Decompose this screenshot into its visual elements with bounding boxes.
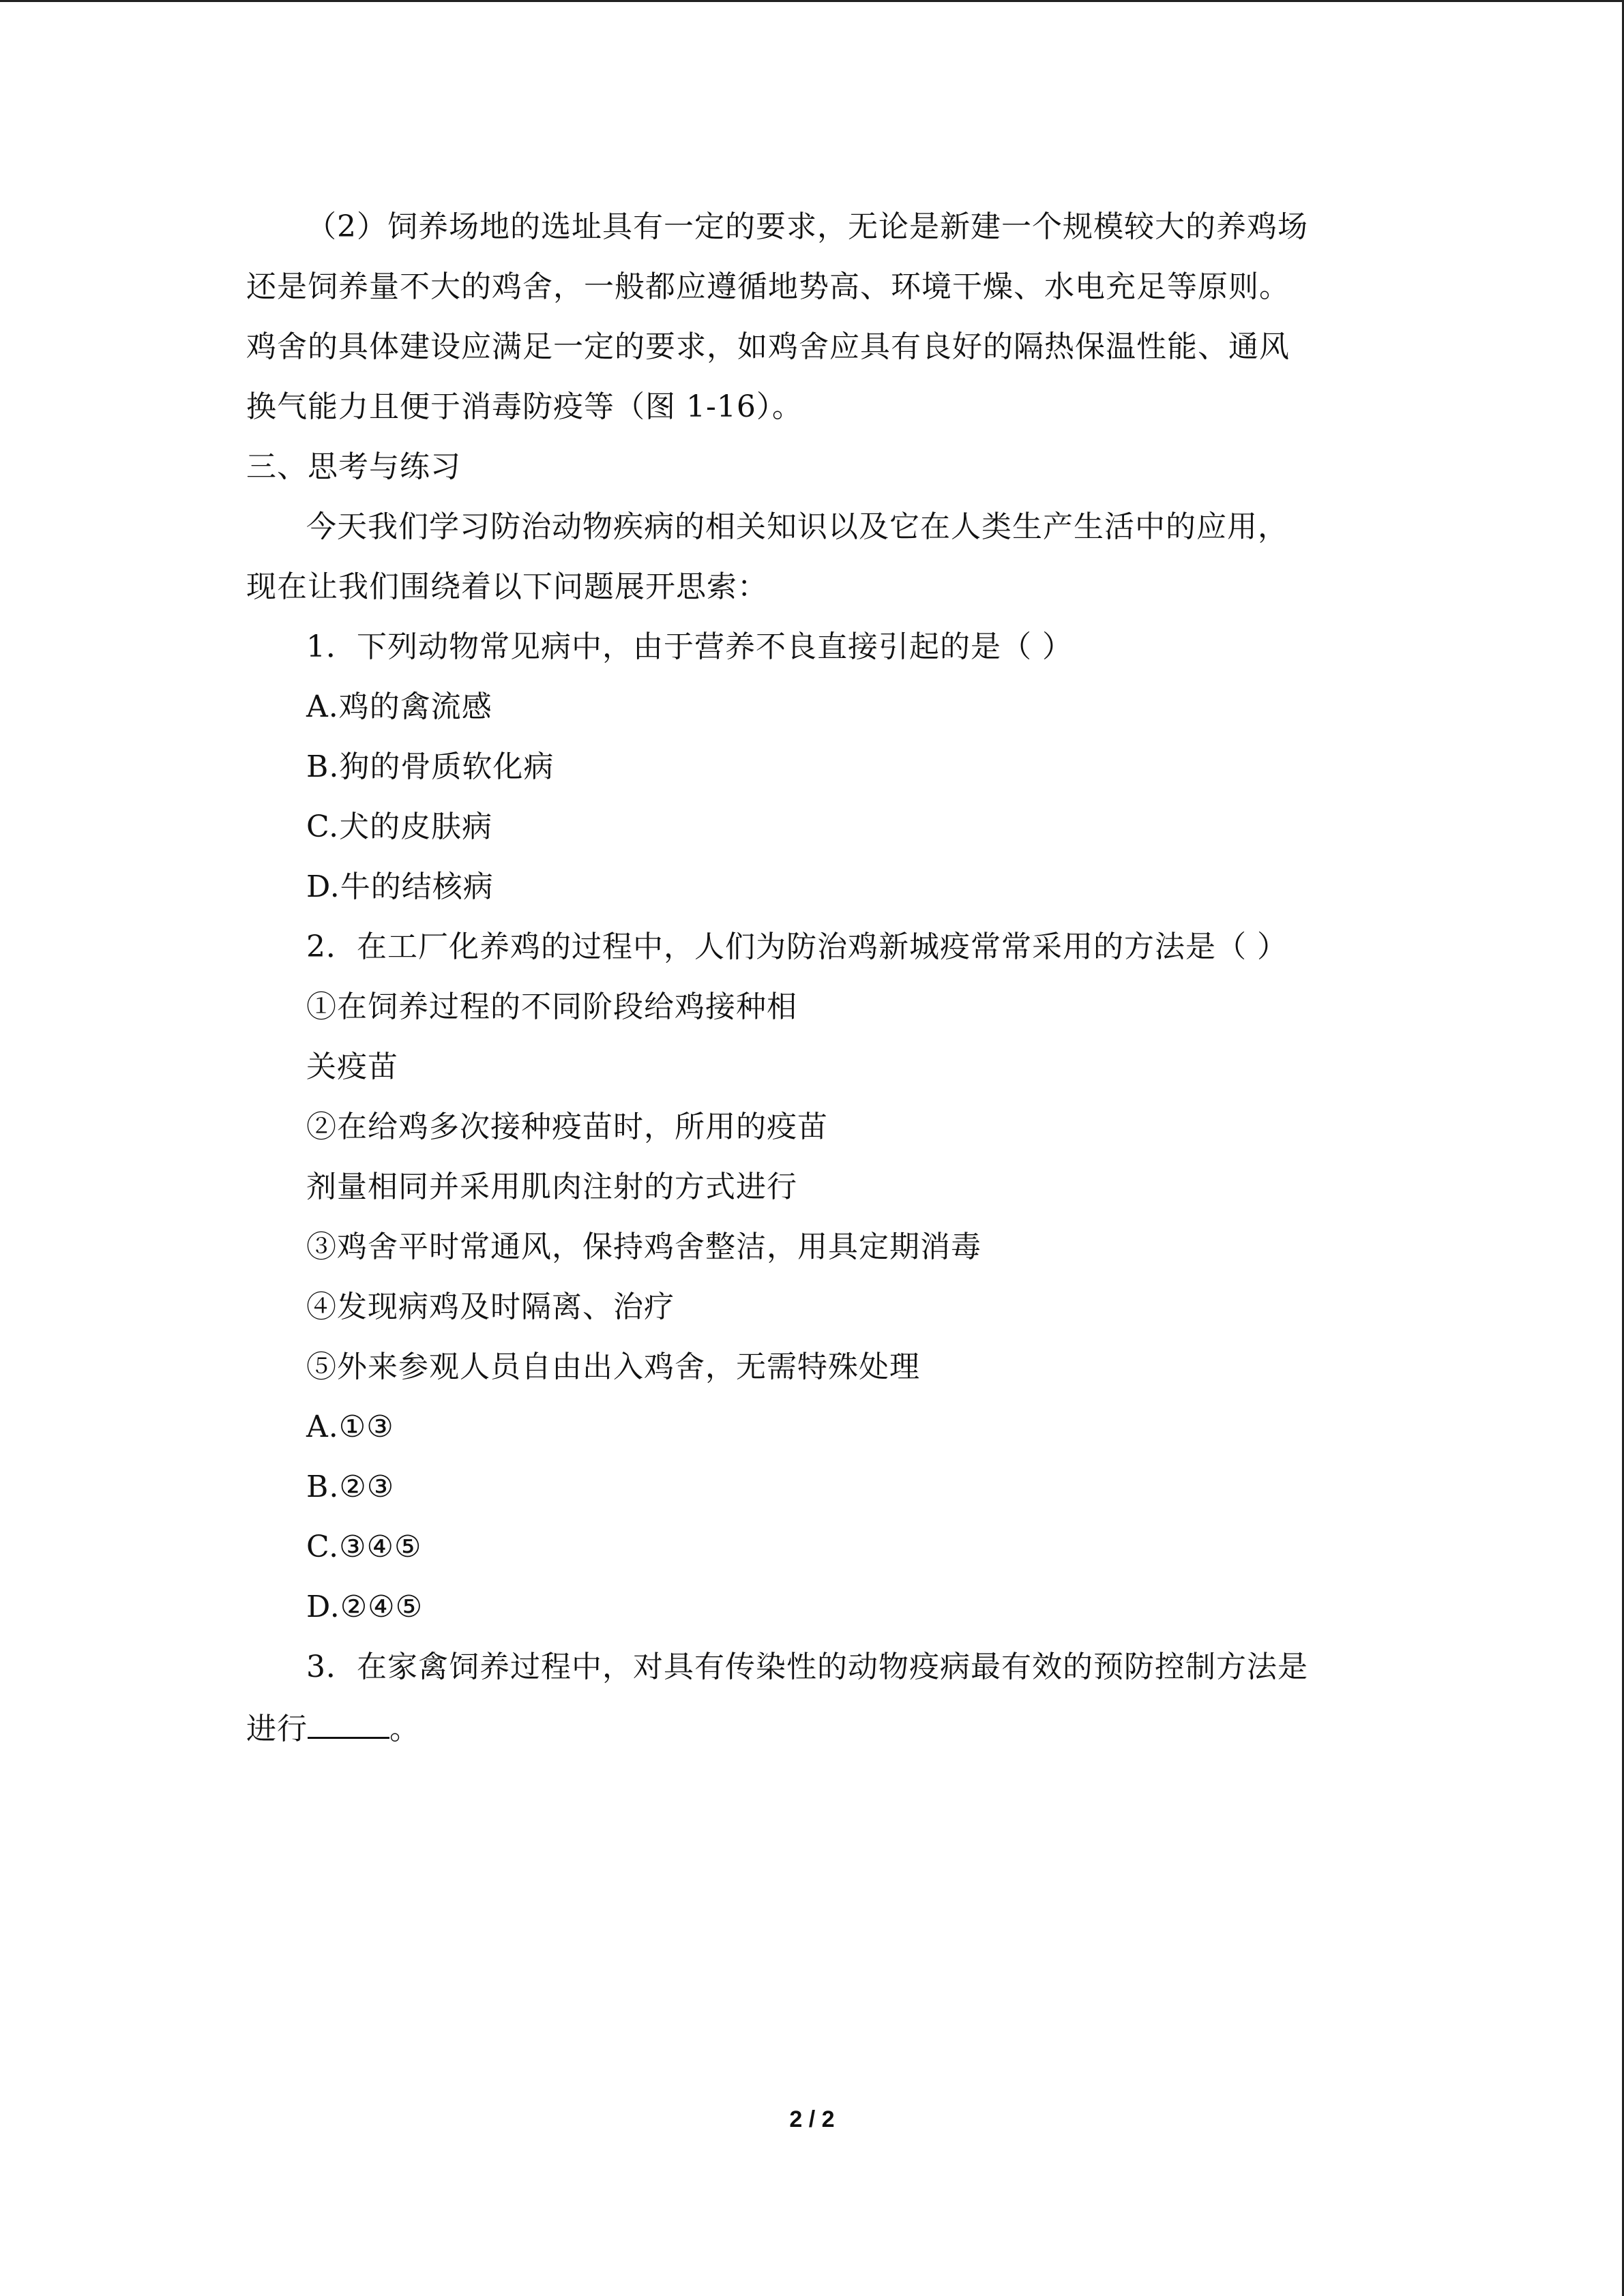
- question-2-statement: ③鸡舍平时常通风，保持鸡舍整洁，用具定期消毒: [306, 1229, 981, 1264]
- paragraph-line: （2）饲养场地的选址具有一定的要求，无论是新建一个规模较大的养鸡场: [306, 209, 1308, 244]
- intro-line: 现在让我们围绕着以下问题展开思索：: [246, 569, 768, 604]
- question-2-option-c: C.③④⑤: [306, 1530, 422, 1564]
- question-2-statement: 关疫苗: [306, 1049, 398, 1084]
- question-3-stem: 3．在家禽饲养过程中，对具有传染性的动物疫病最有效的预防控制方法是: [306, 1650, 1308, 1684]
- question-1-option-a: A.鸡的禽流感: [306, 689, 492, 724]
- question-2-statement: ①在饲养过程的不同阶段给鸡接种相: [306, 989, 797, 1024]
- answer-blank[interactable]: [308, 1707, 389, 1739]
- page-number: 2 / 2: [789, 2106, 835, 2132]
- question-3-prefix: 进行: [246, 1712, 308, 1746]
- question-2-statement: ②在给鸡多次接种疫苗时，所用的疫苗: [306, 1109, 828, 1144]
- question-1-option-c: C.犬的皮肤病: [306, 809, 493, 844]
- question-1-stem: 1．下列动物常见病中，由于营养不良直接引起的是（ ）: [306, 629, 1073, 664]
- question-1-option-d: D.牛的结核病: [306, 869, 494, 904]
- paragraph-line: 换气能力且便于消毒防疫等（图 1-16）。: [246, 389, 803, 424]
- question-2-statement: ④发现病鸡及时隔离、治疗: [306, 1289, 675, 1324]
- question-2-statement: ⑤外来参观人员自由出入鸡舍，无需特殊处理: [306, 1350, 920, 1384]
- question-2-option-b: B.②③: [306, 1470, 395, 1504]
- question-2-stem: 2．在工厂化养鸡的过程中，人们为防治鸡新城疫常常采用的方法是（ ）: [306, 929, 1288, 964]
- section-heading: 三、思考与练习: [246, 449, 461, 484]
- paragraph-line: 还是饲养量不大的鸡舍，一般都应遵循地势高、环境干燥、水电充足等原则。: [246, 269, 1290, 304]
- question-3-suffix: 。: [389, 1712, 420, 1746]
- question-2-statement: 剂量相同并采用肌肉注射的方式进行: [306, 1169, 797, 1204]
- paragraph-line: 鸡舍的具体建设应满足一定的要求，如鸡舍应具有良好的隔热保温性能、通风: [246, 329, 1290, 364]
- question-1-option-b: B.狗的骨质软化病: [306, 749, 555, 784]
- question-2-option-a: A.①③: [306, 1410, 394, 1444]
- question-2-option-d: D.②④⑤: [306, 1590, 424, 1624]
- question-3-answer-line: [246, 1707, 420, 1750]
- intro-line: 今天我们学习防治动物疾病的相关知识以及它在人类生产生活中的应用，: [306, 509, 1288, 544]
